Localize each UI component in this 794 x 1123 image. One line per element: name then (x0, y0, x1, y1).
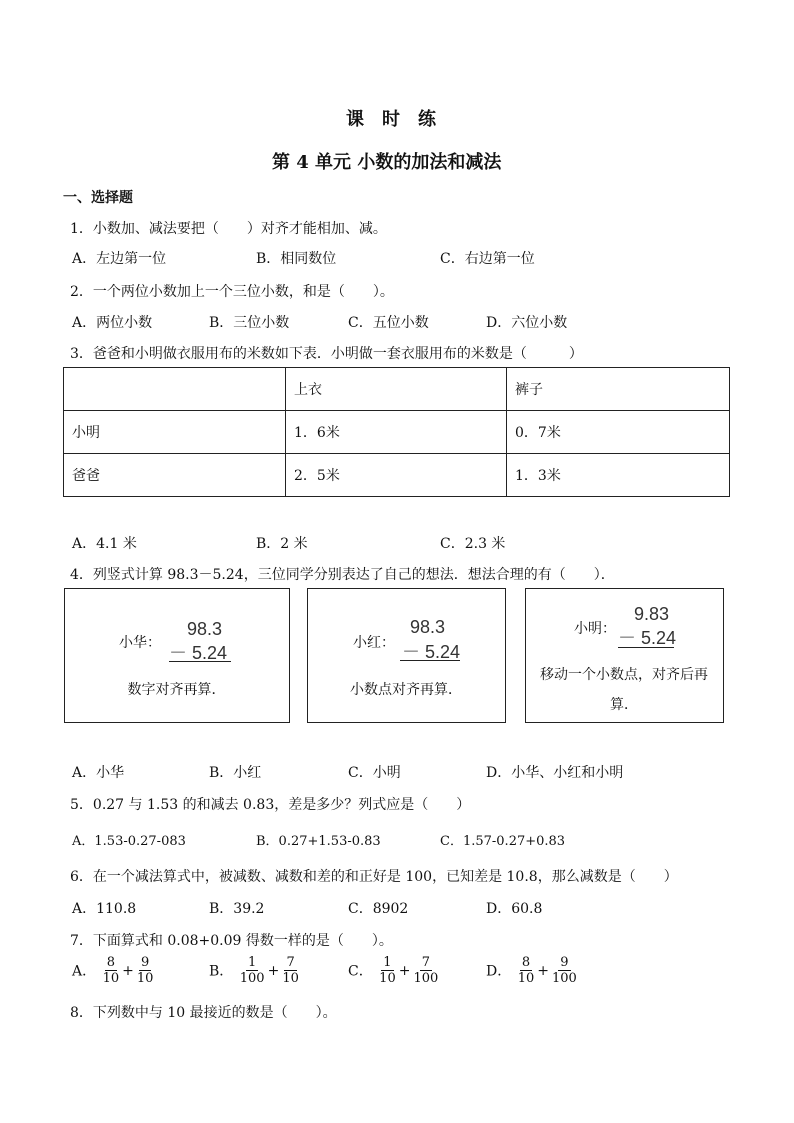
student-note-line2: 算． (610, 697, 638, 713)
minuend: 98.3 (187, 619, 223, 639)
q6-option-d[interactable]: D．60.8 (486, 901, 543, 917)
sum-line (618, 647, 674, 648)
denominator: 10 (136, 971, 154, 986)
option-letter: C． (348, 963, 373, 980)
q5-option-a[interactable]: A．1.53-0.27-083 (72, 834, 186, 849)
fraction (550, 955, 579, 986)
q1-option-c[interactable]: C．右边第一位 (440, 251, 535, 267)
option-letter: A． (72, 963, 97, 980)
fabric-table (63, 367, 730, 497)
q7-option-b[interactable] (209, 955, 301, 986)
denominator: 100 (551, 971, 577, 986)
q5-option-b[interactable]: B．0.27+1.53-0.83 (256, 834, 381, 849)
question-1-stem: 1．小数加、减法要把（ ）对齐才能相加、减。 (70, 221, 387, 237)
fraction (238, 955, 267, 986)
numerator: 8 (521, 955, 531, 970)
q4-option-b[interactable]: B．小红 (209, 765, 262, 781)
fraction (135, 955, 156, 986)
numerator: 7 (286, 955, 295, 970)
denominator: 10 (282, 971, 299, 986)
table-cell: 1．3米 (507, 454, 730, 497)
q4-option-c[interactable]: C．小明 (348, 765, 401, 781)
student-note-line1: 移动一个小数点，对齐后再 (540, 667, 708, 683)
question-4-stem: 4．列竖式计算 98.3－5.24，三位同学分别表达了自己的想法．想法合理的有（ ）． (70, 567, 615, 583)
q3-option-b[interactable]: B．2 米 (256, 536, 308, 552)
plus-sign: + (537, 962, 549, 979)
question-8-stem: 8．下列数中与 10 最接近的数是（ ）。 (70, 1005, 337, 1021)
q3-option-a[interactable]: A．4.1 米 (72, 536, 137, 552)
q6-option-a[interactable]: A．110.8 (72, 901, 137, 917)
denominator: 10 (102, 971, 120, 986)
q2-option-c[interactable]: C．五位小数 (348, 315, 429, 331)
table-header-cell: 裤子 (507, 368, 730, 411)
q2-option-b[interactable]: B．三位小数 (209, 315, 290, 331)
q5-option-c[interactable]: C．1.57-0.27+0.83 (440, 834, 566, 849)
question-7-stem: 7．下面算式和 0.08+0.09 得数一样的是（ ）。 (70, 933, 393, 949)
table-cell: 小明 (64, 411, 286, 454)
q1-option-a[interactable]: A．左边第一位 (72, 251, 167, 267)
q4-option-d[interactable]: D．小华、小红和小明 (486, 765, 624, 781)
question-6-stem: 6．在一个减法算式中，被减数、减数和差的和正好是 100，已知差是 10.8，那么减数是（ ） (70, 869, 678, 885)
student-name: 小华： (119, 635, 161, 651)
table-cell: 2．5米 (286, 454, 507, 497)
table-cell: 爸爸 (64, 454, 286, 497)
fraction (280, 955, 301, 986)
q1-option-b[interactable]: B．相同数位 (256, 251, 337, 267)
numerator: 7 (421, 955, 430, 970)
fraction (101, 955, 122, 986)
q6-option-c[interactable]: C．8902 (348, 901, 409, 917)
numerator: 9 (560, 955, 569, 970)
question-3-stem: 3．爸爸和小明做衣服用布的米数如下表．小明做一套衣服用布的米数是（ ） (70, 346, 583, 362)
plus-sign: + (122, 962, 134, 979)
subtrahend: － 5.24 (169, 643, 228, 663)
page-title: 课 时 练 (346, 109, 436, 130)
table-row (64, 454, 730, 497)
q2-option-a[interactable]: A．两位小数 (72, 315, 153, 331)
plus-sign: + (398, 962, 411, 979)
option-letter: D． (486, 963, 512, 980)
denominator: 100 (413, 971, 439, 986)
denominator: 10 (517, 971, 535, 986)
table-cell: 1．6米 (286, 411, 507, 454)
fraction (411, 955, 440, 986)
minuend: 9.83 (634, 604, 670, 624)
table-header-cell: 上衣 (286, 368, 507, 411)
page-subtitle: 第 4 单元 小数的加法和减法 (272, 152, 502, 173)
sum-line (169, 661, 231, 662)
numerator: 9 (140, 955, 150, 970)
student-card-xiaohua (64, 588, 290, 723)
q7-option-a[interactable] (72, 955, 155, 986)
fraction (516, 955, 537, 986)
student-card-xiaohong (307, 588, 506, 723)
plus-sign: + (267, 962, 280, 979)
student-name: 小红： (353, 635, 395, 651)
q2-option-d[interactable]: D．六位小数 (486, 315, 568, 331)
table-header-row (64, 368, 730, 411)
subtrahend: － 5.24 (402, 642, 461, 662)
question-5-stem: 5．0.27 与 1.53 的和减去 0.83，差是多少？列式应是（ ） (70, 797, 471, 813)
table-cell: 0．7米 (507, 411, 730, 454)
subtrahend: － 5.24 (618, 628, 677, 648)
q6-option-b[interactable]: B．39.2 (209, 901, 265, 917)
numerator: 8 (106, 955, 115, 970)
numerator: 1 (248, 955, 257, 970)
numerator: 1 (383, 955, 392, 970)
q7-option-d[interactable] (486, 955, 579, 986)
table-row (64, 411, 730, 454)
section-heading: 一、选择题 (63, 190, 133, 206)
sum-line (400, 660, 460, 661)
q3-option-c[interactable]: C．2.3 米 (440, 536, 506, 552)
student-note: 数字对齐再算． (127, 682, 226, 698)
minuend: 98.3 (410, 617, 446, 637)
q4-option-a[interactable]: A．小华 (72, 765, 125, 781)
student-name: 小明： (574, 621, 616, 637)
denominator: 100 (239, 971, 265, 986)
student-card-xiaoming (525, 588, 724, 723)
option-letter: B． (209, 963, 234, 980)
table-cell (64, 368, 286, 411)
question-2-stem: 2．一个两位小数加上一个三位小数，和是（ ）。 (70, 284, 394, 300)
fraction (377, 955, 398, 986)
student-note: 小数点对齐再算． (350, 682, 462, 698)
q7-option-c[interactable] (348, 955, 440, 986)
denominator: 10 (379, 971, 396, 986)
